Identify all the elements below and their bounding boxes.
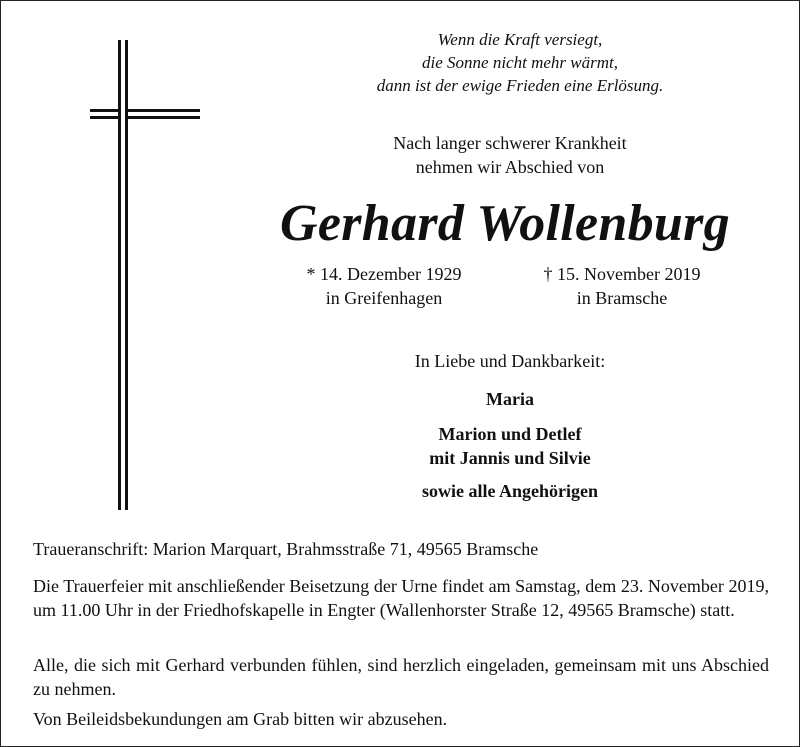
ceremony-text: Die Trauerfeier mit anschließender Beisetzung der Urne findet am Samstag, dem 23. November 2019, um 11.00 Uhr in der Friedhofskapelle in Engter (Wallenhorster Straße 12, 49565 Bramsche) statt. <box>33 576 769 620</box>
poem-line: dann ist der ewige Frieden eine Erlösung. <box>376 76 664 95</box>
mourner-line: mit Jannis und Silvie <box>429 448 591 468</box>
deceased-name: Gerhard Wollenburg <box>280 195 730 252</box>
mourning-address: Traueranschrift: Marion Marquart, Brahmsstraße 71, 49565 Bramsche <box>33 539 539 559</box>
cross-icon <box>90 40 200 510</box>
intro-line: nehmen wir Abschied von <box>415 157 605 177</box>
mourner-line: Marion und Detlef <box>438 424 582 444</box>
invitation-text: Alle, die sich mit Gerhard verbunden fühlen, sind herzlich eingeladen, gemeinsam mit uns Abschied zu nehmen. <box>33 655 769 699</box>
intro-line: Nach langer schwerer Krankheit <box>393 133 627 153</box>
poem-line: die Sonne nicht mehr wärmt, <box>422 53 618 72</box>
poem <box>310 28 730 97</box>
birth-date: * 14. Dezember 1929 <box>306 264 462 284</box>
death-info <box>512 262 732 310</box>
mourners-heading: In Liebe und Dankbarkeit: <box>414 351 606 371</box>
condolence-note: Von Beileidsbekundungen am Grab bitten wir abzusehen. <box>33 709 448 729</box>
birth-info <box>274 262 494 310</box>
birth-place: in Greifenhagen <box>325 288 443 308</box>
mourner-line: sowie alle Angehörigen <box>422 481 598 501</box>
poem-line: Wenn die Kraft versiegt, <box>437 30 603 49</box>
intro-text <box>300 131 720 179</box>
death-place: in Bramsche <box>576 288 668 308</box>
mourner-line: Maria <box>486 389 534 409</box>
death-date: † 15. November 2019 <box>543 264 701 284</box>
